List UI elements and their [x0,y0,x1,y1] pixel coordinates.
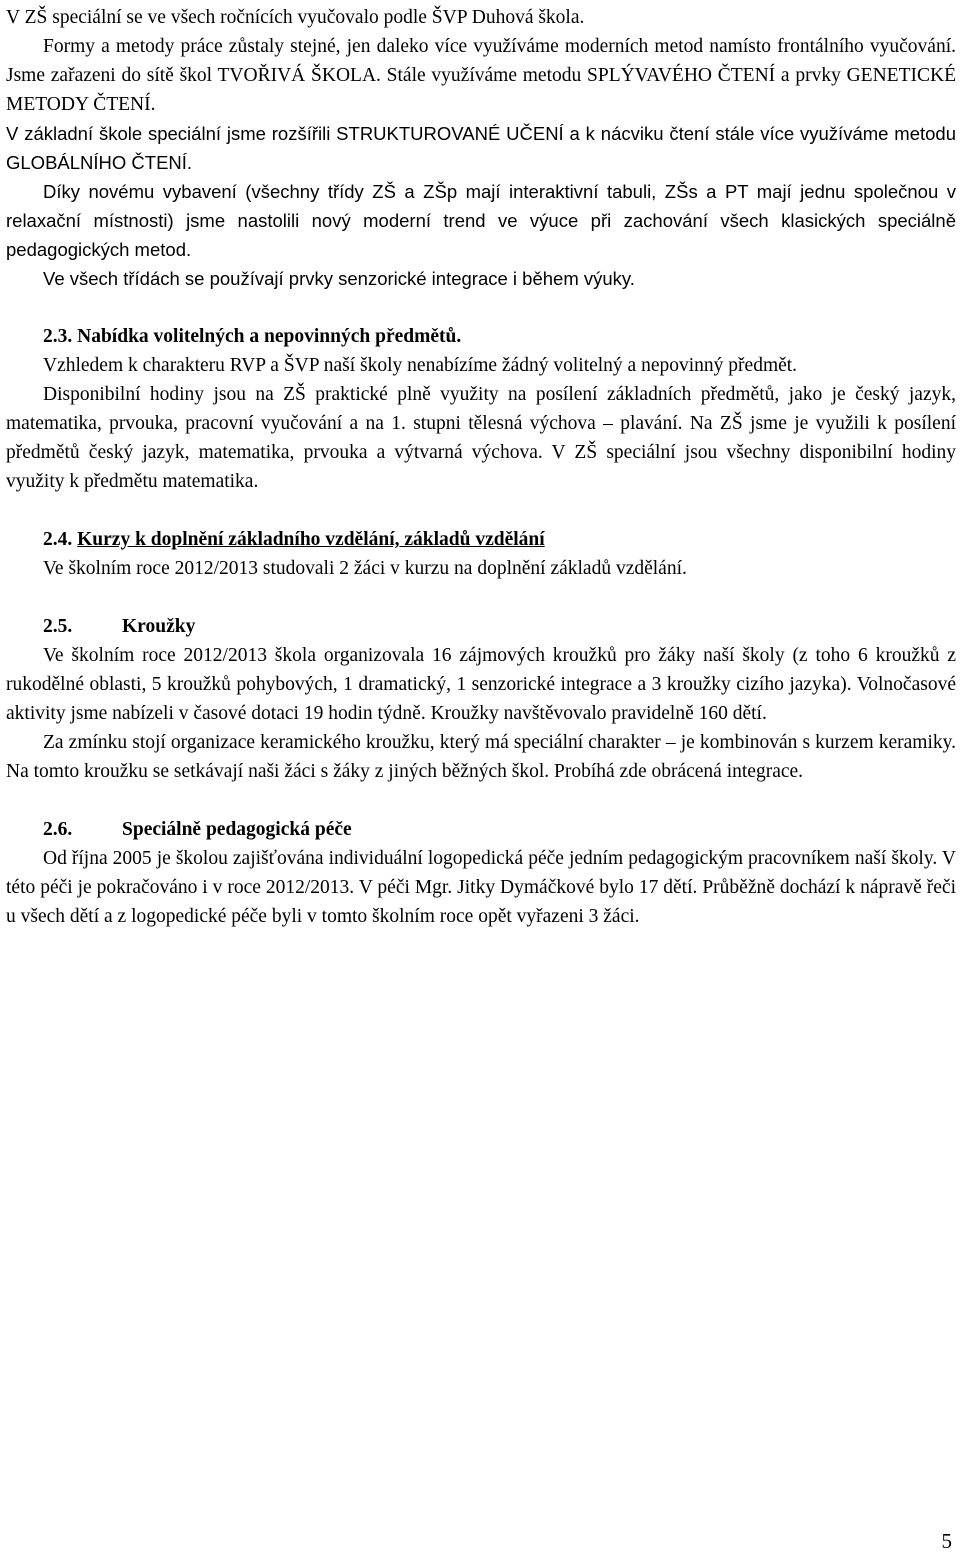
intro-paragraph-3: V základní škole speciální jsme rozšířili STRUKTUROVANÉ UČENÍ a k nácviku čtení stále více využíváme metodu GLOBÁLNÍHO ČTENÍ. [6,123,956,173]
section-2-3-paragraph-2: Disponibilní hodiny jsou na ZŠ praktické plně využity na posílení základních předmětů, jako je český jazyk, matematika, prvouka, pracovní vyučování a na 1. stupni tělesná výchova – plavání. Na ZŠ jsme je využili k posílení předmětů český jazyk, matematika, prvouka a výtvarná výchova. V ZŠ speciální jsou všechny disponibilní hodiny využity k předmětu matematika. [6,384,956,492]
section-heading-2-6 [6,815,956,844]
section-number: 2.3. [43,326,73,347]
section-heading-2-3 [6,322,956,351]
document-page [6,3,956,931]
section-heading-2-5 [6,612,956,641]
section-2-5-paragraph-1: Ve školním roce 2012/2013 škola organizovala 16 zájmových kroužků pro žáky naší školy (z toho 6 kroužků z rukodělné oblasti, 5 kroužků pohybových, 1 dramatický, 1 senzorické integrace a 3 kroužky cizího jazyka). Volnočasové aktivity jsme nabízeli v časové dotaci 19 hodin týdně. Kroužky navštěvovalo pravidelně 160 dětí. [6,645,956,724]
section-heading-2-4 [6,525,956,554]
section-2-6-paragraph-1: Od října 2005 je školou zajišťována individuální logopedická péče jedním pedagogickým pracovníkem naší školy. V této péči je pokračováno i v roce 2012/2013. V péči Mgr. Jitky Dymáčkové bylo 17 dětí. Průběžně dochází k nápravě řeči u všech dětí a z logopedické péče byli v tomto školním roce opět vyřazeni 3 žáci. [6,848,956,927]
section-title: Kroužky [122,616,196,637]
section-title: Nabídka volitelných a nepovinných předmětů. [77,326,462,347]
page-number: 5 [941,1529,952,1553]
intro-paragraph-1: V ZŠ speciální se ve všech ročnících vyučovalo podle ŠVP Duhová škola. [6,7,585,28]
section-title: Kurzy k doplnění základního vzdělání, základů vzdělání [77,529,545,550]
intro-paragraph-4: Díky novému vybavení (všechny třídy ZŠ a ZŠp mají interaktivní tabuli, ZŠs a PT mají jednu společnou v relaxační místnosti) jsme nastolili nový moderní trend ve výuce při zachování všech klasických speciálně pedagogických metod. [6,181,956,260]
section-2-5-paragraph-2: Za zmínku stojí organizace keramického kroužku, který má speciální charakter – je kombinován s kurzem keramiky. Na tomto kroužku se setkávají naši žáci s žáky z jiných běžných škol. Probíhá zde obrácená integrace. [6,732,956,782]
intro-paragraph-2: Formy a metody práce zůstaly stejné, jen daleko více využíváme moderních metod namísto frontálního vyučování. Jsme zařazeni do sítě škol TVOŘIVÁ ŠKOLA. Stále využíváme metodu SPLÝVAVÉHO ČTENÍ a prvky GENETICKÉ METODY ČTENÍ. [6,36,956,115]
section-number: 2.5. [43,616,73,637]
intro-paragraph-5: Ve všech třídách se používají prvky senzorické integrace i během výuky. [43,268,635,289]
section-number: 2.6. [43,819,73,840]
section-title: Speciálně pedagogická péče [122,819,352,840]
section-2-3-paragraph-1: Vzhledem k charakteru RVP a ŠVP naší školy nenabízíme žádný volitelný a nepovinný předmět. [43,355,798,376]
section-2-4-paragraph-1: Ve školním roce 2012/2013 studovali 2 žáci v kurzu na doplnění základů vzdělání. [43,558,687,579]
section-number: 2.4. [43,529,73,550]
